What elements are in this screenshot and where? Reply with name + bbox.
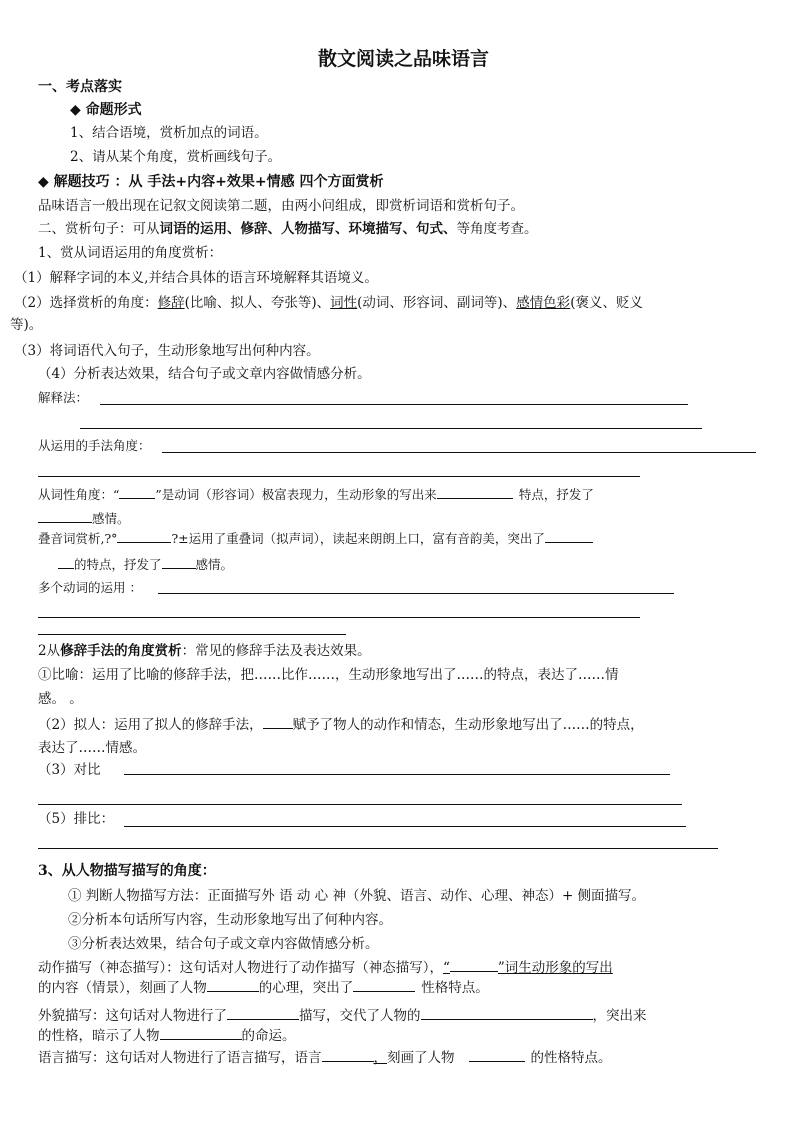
p2-a: 2从	[38, 643, 61, 659]
multi-line-1	[158, 593, 674, 594]
multi-line-3	[38, 634, 346, 635]
blank-dup-emotion[interactable]	[162, 554, 196, 569]
speech-line	[38, 1047, 612, 1068]
form-item-1: 1、结合语境，赏析加点的词语。	[70, 125, 268, 141]
m2a: （2）拟人：运用了拟人的修辞手法，	[38, 717, 263, 733]
character-heading: 3、从人物描写描写的角度：	[38, 863, 216, 879]
appearance-line-2	[38, 1025, 296, 1046]
word-heading: 1、赏从词语运用的角度赏析：	[38, 245, 223, 261]
s2f: 感情色彩	[516, 295, 571, 311]
page-title: 散文阅读之品味语言	[318, 48, 490, 70]
blank-lang-person[interactable]	[469, 1047, 525, 1062]
dup-a: 叠音词赏析,?°	[38, 531, 118, 546]
contrast-line-2	[38, 804, 682, 805]
metaphor-line-1: ①比喻：运用了比喻的修辞手法，把……比作……，生动形象地写出了……的特点，表达了……情	[38, 667, 619, 683]
blank-action-person[interactable]	[207, 977, 259, 992]
sec2-b: 词语的运用、修辞、人物描写、环境描写、句式、	[159, 221, 457, 237]
action-line-1	[38, 957, 613, 978]
pos-a: 从词性角度：“	[38, 487, 120, 502]
dup-c: 的特点，抒发了	[74, 557, 162, 572]
contrast-line-1	[124, 774, 670, 775]
character-item-1: ① 判断人物描写方法：正面描写外 语 动 心 神（外貌、语言、动作、心理、神态）+ 侧面描写。	[68, 888, 646, 904]
tech-label: ◆ 解题技巧 ：从 手法+内容+效果+情感 四个方面赏析	[38, 174, 384, 190]
act-d: 的内容（情景），刻画了人物	[38, 980, 207, 996]
dup-line	[38, 528, 593, 549]
section-heading-1: 一、考点落实	[38, 79, 122, 95]
method-line-1	[162, 452, 756, 453]
word-step-2	[14, 293, 643, 313]
pos-line-2	[38, 508, 130, 529]
dup-line-2	[58, 554, 233, 575]
look-e: 的命运。	[241, 1028, 296, 1044]
blank-look-fate[interactable]	[160, 1025, 242, 1040]
blank-look-detail[interactable]	[421, 1005, 593, 1020]
word-step-2-cont: 等)。	[10, 317, 43, 333]
act-e: 的心理，突出了	[258, 980, 354, 996]
lang-a: 语言描写：这句话对人物进行了语言描写，语言	[38, 1050, 322, 1066]
intro-line: 品味语言一般出现在记叙文阅读第二题，由两小问组成，即赏析词语和赏析句子。	[38, 198, 524, 214]
word-step-1: （1）解释字词的本义,并结合具体的语言环境解释其语境义。	[14, 270, 378, 286]
s2g: (褒义、贬义	[570, 295, 643, 311]
act-b: “	[443, 960, 450, 976]
explain-line-1	[100, 404, 688, 405]
look-d: 的性格，暗示了人物	[38, 1028, 160, 1044]
explain-line-2	[80, 428, 702, 429]
parallel-label: （5）排比：	[38, 811, 115, 827]
action-line-2	[38, 977, 489, 998]
multi-label: 多个动词的运用 ：	[38, 580, 142, 595]
look-b: 描写，交代了人物的	[299, 1008, 421, 1024]
blank-dup-feature-2[interactable]	[58, 554, 74, 569]
lang-b: ，	[373, 1050, 387, 1066]
blank-word[interactable]	[119, 484, 155, 499]
parallel-line-2	[38, 848, 718, 849]
lang-d: 的性格特点。	[530, 1050, 612, 1066]
section-heading-2	[38, 219, 538, 239]
word-step-3: （3）将词语代入句子，生动形象地写出何种内容。	[14, 343, 320, 359]
p2-c: ：常见的修辞手法及表达效果。	[181, 643, 371, 659]
s2a: （2）选择赏析的角度：	[14, 295, 158, 311]
pos-line	[38, 484, 594, 505]
s2b: 修辞	[157, 295, 185, 311]
parallel-line-1	[124, 826, 686, 827]
pos-b: ”是动词（形容词）极富表现力，生动形象的写出来	[155, 487, 437, 502]
character-item-3: ③分析表达效果，结合句子或文章内容做情感分析。	[68, 936, 379, 952]
personify-line-2: 表达了……情感。	[38, 740, 146, 756]
multi-line-2	[38, 617, 640, 618]
form-item-2: 2、请从某个角度，赏析画线句子。	[70, 149, 282, 165]
character-item-2: ②分析本句话所写内容，生动形象地写出了何种内容。	[68, 912, 392, 928]
blank-dup-feature[interactable]	[545, 528, 593, 543]
look-a: 外貌描写：这句话对人物进行了	[38, 1008, 227, 1024]
blank-feature[interactable]	[437, 484, 513, 499]
blank-action-word[interactable]	[450, 957, 498, 972]
s2c: (比喻、拟人、夸张等)、	[184, 295, 331, 311]
rhetoric-heading	[38, 641, 371, 661]
blank-dup-word[interactable]	[117, 528, 171, 543]
sec2-a: 二、赏析句子：可从	[38, 221, 160, 237]
appearance-line-1	[38, 1005, 647, 1026]
method-line-2	[38, 476, 640, 477]
blank-look-type[interactable]	[227, 1005, 299, 1020]
act-a: 动作描写（神态描写）：这句话对人物进行了动作描写（神态描写），	[38, 960, 443, 976]
contrast-label: （3）对比	[38, 762, 101, 778]
dup-b: ?±运用了重叠词（拟声词），读起来朗朗上口，富有音韵美，突出了	[171, 531, 545, 546]
explain-label: 解释法：	[38, 390, 89, 405]
pos-c: 特点，抒发了	[518, 487, 594, 502]
metaphor-line-2: 感。 。	[38, 691, 83, 707]
s2e: (动词、形容词、副词等)、	[357, 295, 517, 311]
word-step-4: （4）分析表达效果，结合句子或文章内容做情感分析。	[38, 366, 371, 382]
form-label: ◆ 命题形式	[70, 102, 142, 118]
blank-action-trait[interactable]	[353, 977, 415, 992]
pos-d: 感情。	[92, 511, 130, 526]
personify-line-1	[38, 714, 644, 735]
look-c: ，突出来	[592, 1008, 647, 1024]
sec2-c: 等角度考查。	[456, 221, 538, 237]
blank-lang-style[interactable]	[322, 1047, 374, 1062]
act-f: 性格特点。	[421, 980, 489, 996]
act-c: ”词生动形象的写出	[497, 960, 613, 976]
p2-b: 修辞手法的角度赏析	[60, 643, 182, 659]
blank-personify[interactable]	[263, 714, 293, 729]
lang-c: 刻画了人物	[387, 1050, 455, 1066]
s2d: 词性	[330, 295, 358, 311]
m2b: 赋予了物人的动作和情态，生动形象地写出了……的特点，	[292, 717, 644, 733]
blank-emotion[interactable]	[38, 508, 92, 523]
dup-d: 感情。	[195, 557, 234, 572]
method-label: 从运用的手法角度：	[38, 438, 151, 453]
